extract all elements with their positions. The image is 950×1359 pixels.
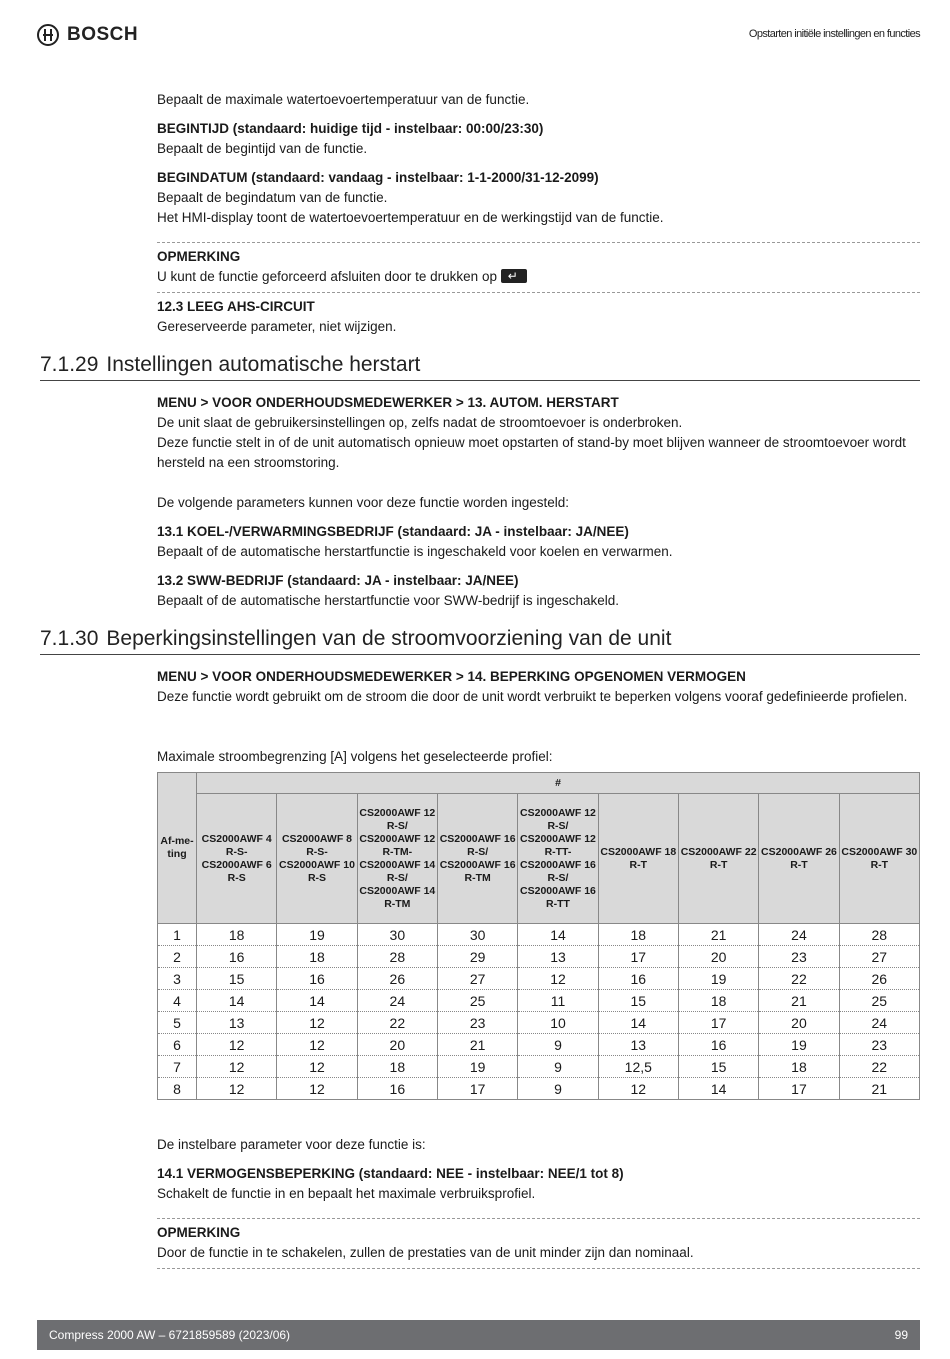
table-cell: 20 <box>357 1034 437 1056</box>
begintijd-heading: BEGINTIJD (standaard: huidige tijd - instelbaar: 00:00/23:30) <box>157 121 544 136</box>
enter-key-icon <box>501 269 527 283</box>
table-cell: 15 <box>678 1056 758 1078</box>
table-cell: 18 <box>357 1056 437 1078</box>
table-cell: 22 <box>839 1056 919 1078</box>
table-cell: 17 <box>759 1078 839 1100</box>
table-cell: 14 <box>518 924 598 946</box>
table-row <box>158 968 920 990</box>
table-row <box>158 1078 920 1100</box>
page-footer <box>37 1320 920 1350</box>
table-cell: 11 <box>518 990 598 1012</box>
table-cell: 17 <box>598 946 678 968</box>
note-divider-bottom <box>157 1268 920 1269</box>
table-cell: 9 <box>518 1034 598 1056</box>
table-cell: 12 <box>277 1056 357 1078</box>
table-cell: 14 <box>598 1012 678 1034</box>
body-text: Deze functie stelt in of de unit automatisch opnieuw moet opstarten of stand-by moet blijven wanneer de stroomtoevoer wordt hersteld na een stroomstoring. <box>157 435 906 470</box>
note-divider-top <box>157 1218 920 1219</box>
row-size-cell: 6 <box>158 1034 197 1056</box>
param-heading: 14.1 VERMOGENSBEPERKING (standaard: NEE - instelbaar: NEE/1 tot 8) <box>157 1166 624 1181</box>
table-row <box>158 1056 920 1078</box>
bosch-logo <box>37 24 138 46</box>
table-cell: 12 <box>197 1056 277 1078</box>
table-cell: 12 <box>518 968 598 990</box>
section-number: 7.1.30 <box>40 627 99 650</box>
table-cell: 13 <box>598 1034 678 1056</box>
column-header: CS2000AWF 12 R-S/ CS2000AWF 12 R-TT-CS2000AWF 16 R-S/ CS2000AWF 16 R-TT <box>518 794 598 924</box>
table-cell: 18 <box>759 1056 839 1078</box>
row-size-cell: 1 <box>158 924 197 946</box>
note-divider-bottom <box>157 292 920 293</box>
note-divider-top <box>157 242 920 243</box>
note-heading: OPMERKING <box>157 249 241 264</box>
param-heading: 13.1 KOEL-/VERWARMINGSBEDRIJF (standaard: JA - instelbaar: JA/NEE) <box>157 524 629 539</box>
table-cell: 27 <box>839 946 919 968</box>
table-cell: 9 <box>518 1078 598 1100</box>
table-cell: 19 <box>277 924 357 946</box>
table-cell: 22 <box>759 968 839 990</box>
table-row <box>158 946 920 968</box>
row-size-cell: 2 <box>158 946 197 968</box>
table-cell: 28 <box>839 924 919 946</box>
footer-doc-id: Compress 2000 AW – 6721859589 (2023/06) <box>49 1328 291 1342</box>
table-cell: 14 <box>678 1078 758 1100</box>
table-caption: Maximale stroombegrenzing [A] volgens het geselecteerde profiel: <box>157 749 553 764</box>
table-cell: 19 <box>678 968 758 990</box>
table-cell: 18 <box>277 946 357 968</box>
row-size-cell: 8 <box>158 1078 197 1100</box>
table-cell: 21 <box>437 1034 517 1056</box>
body-text: De unit slaat de gebruikersinstellingen op, zelfs nadat de stroomtoevoer is onderbroken. <box>157 415 683 430</box>
table-cell: 20 <box>759 1012 839 1034</box>
row-size-cell: 5 <box>158 1012 197 1034</box>
table-cell: 15 <box>598 990 678 1012</box>
bosch-armature-icon <box>37 24 59 46</box>
table-cell: 23 <box>839 1034 919 1056</box>
table-cell: 23 <box>759 946 839 968</box>
table-cell: 14 <box>277 990 357 1012</box>
column-header: CS2000AWF 16 R-S/ CS2000AWF 16 R-TM <box>437 794 517 924</box>
brand-name: BOSCH <box>67 24 139 45</box>
body-text: De instelbare parameter voor deze functie is: <box>157 1137 426 1152</box>
table-cell: 18 <box>197 924 277 946</box>
row-size-cell: 7 <box>158 1056 197 1078</box>
column-header: CS2000AWF 12 R-S/ CS2000AWF 12 R-TM-CS2000AWF 14 R-S/ CS2000AWF 14 R-TM <box>357 794 437 924</box>
table-row <box>158 1012 920 1034</box>
menu-path: MENU > VOOR ONDERHOUDSMEDEWERKER > 13. AUTOM. HERSTART <box>157 395 619 410</box>
table-cell: 14 <box>197 990 277 1012</box>
table-cell: 15 <box>197 968 277 990</box>
max-temp-text: Bepaalt de maximale watertoevoertemperatuur van de functie. <box>157 92 530 107</box>
table-cell: 26 <box>839 968 919 990</box>
table-cell: 12 <box>277 1078 357 1100</box>
table-cell: 18 <box>598 924 678 946</box>
table-cell: 10 <box>518 1012 598 1034</box>
table-cell: 25 <box>437 990 517 1012</box>
table-cell: 12 <box>277 1012 357 1034</box>
table-cell: 30 <box>357 924 437 946</box>
begintijd-text: Bepaalt de begintijd van de functie. <box>157 141 368 156</box>
table-row <box>158 1034 920 1056</box>
param-text: Schakelt de functie in en bepaalt het maximale verbruiksprofiel. <box>157 1186 536 1201</box>
current-limit-table-wrap <box>157 772 920 1100</box>
table-cell: 16 <box>678 1034 758 1056</box>
section-title: Beperkingsinstellingen van de stroomvoorziening van de unit <box>106 627 672 650</box>
leeg-heading: 12.3 LEEG AHS-CIRCUIT <box>157 299 315 314</box>
table-cell: 30 <box>437 924 517 946</box>
table-cell: 19 <box>437 1056 517 1078</box>
page-number: 99 <box>894 1328 908 1342</box>
table-cell: 23 <box>437 1012 517 1034</box>
table-cell: 16 <box>277 968 357 990</box>
column-header: CS2000AWF 22 R-T <box>678 794 758 924</box>
begindatum-text-2: Het HMI-display toont de watertoevoertemperatuur en de werkingstijd van de functie. <box>157 210 664 225</box>
table-cell: 16 <box>598 968 678 990</box>
table-cell: 18 <box>678 990 758 1012</box>
begindatum-heading: BEGINDATUM (standaard: vandaag - instelbaar: 1-1-2000/31-12-2099) <box>157 170 599 185</box>
table-cell: 22 <box>357 1012 437 1034</box>
body-text: De volgende parameters kunnen voor deze functie worden ingesteld: <box>157 495 570 510</box>
note-line <box>157 267 920 287</box>
leeg-text: Gereserveerde parameter, niet wijzigen. <box>157 319 397 334</box>
param-heading: 13.2 SWW-BEDRIJF (standaard: JA - instelbaar: JA/NEE) <box>157 573 519 588</box>
current-limit-table <box>157 772 920 1100</box>
table-cell: 24 <box>759 924 839 946</box>
table-cell: 21 <box>759 990 839 1012</box>
table-cell: 16 <box>357 1078 437 1100</box>
column-header: CS2000AWF 8 R-S-CS2000AWF 10 R-S <box>277 794 357 924</box>
note-heading: OPMERKING <box>157 1225 241 1240</box>
note-text: U kunt de functie geforceerd afsluiten door te drukken op <box>157 269 497 284</box>
column-header: CS2000AWF 30 R-T <box>839 794 919 924</box>
table-cell: 12 <box>277 1034 357 1056</box>
table-cell: 13 <box>197 1012 277 1034</box>
param-text: Bepaalt of de automatische herstartfunctie is ingeschakeld voor koelen en verwarmen. <box>157 544 673 559</box>
begindatum-text-1: Bepaalt de begindatum van de functie. <box>157 190 388 205</box>
param-text: Bepaalt of de automatische herstartfunctie voor SWW-bedrijf is ingeschakeld. <box>157 593 619 608</box>
table-cell: 9 <box>518 1056 598 1078</box>
table-cell: 27 <box>437 968 517 990</box>
table-cell: 12,5 <box>598 1056 678 1078</box>
table-cell: 26 <box>357 968 437 990</box>
section-number: 7.1.29 <box>40 353 99 376</box>
table-cell: 12 <box>197 1034 277 1056</box>
column-header-size: Af-me-ting <box>158 773 197 924</box>
table-row <box>158 990 920 1012</box>
table-cell: 12 <box>598 1078 678 1100</box>
table-cell: 21 <box>839 1078 919 1100</box>
table-cell: 13 <box>518 946 598 968</box>
body-text: Deze functie wordt gebruikt om de stroom die door de unit wordt verbruikt te beperken volgens vooraf gedefinieerde profielen. <box>157 689 908 704</box>
table-cell: 29 <box>437 946 517 968</box>
section-heading-7-1-29 <box>40 353 920 381</box>
running-header: Opstarten initiële instellingen en functies <box>748 28 920 40</box>
column-header: CS2000AWF 4 R-S-CS2000AWF 6 R-S <box>197 794 277 924</box>
table-cell: 16 <box>197 946 277 968</box>
table-cell: 24 <box>357 990 437 1012</box>
table-cell: 24 <box>839 1012 919 1034</box>
table-cell: 12 <box>197 1078 277 1100</box>
section-heading-7-1-30 <box>40 627 920 655</box>
row-size-cell: 3 <box>158 968 197 990</box>
table-row <box>158 924 920 946</box>
table-cell: 17 <box>437 1078 517 1100</box>
group-header: # <box>197 773 920 794</box>
column-header: CS2000AWF 26 R-T <box>759 794 839 924</box>
table-cell: 21 <box>678 924 758 946</box>
column-header: CS2000AWF 18 R-T <box>598 794 678 924</box>
menu-path: MENU > VOOR ONDERHOUDSMEDEWERKER > 14. BEPERKING OPGENOMEN VERMOGEN <box>157 669 746 684</box>
table-cell: 28 <box>357 946 437 968</box>
table-cell: 25 <box>839 990 919 1012</box>
table-cell: 19 <box>759 1034 839 1056</box>
table-cell: 20 <box>678 946 758 968</box>
note-text: Door de functie in te schakelen, zullen de prestaties van de unit minder zijn dan nominaal. <box>157 1245 694 1260</box>
table-cell: 17 <box>678 1012 758 1034</box>
section-title: Instellingen automatische herstart <box>106 353 421 376</box>
row-size-cell: 4 <box>158 990 197 1012</box>
